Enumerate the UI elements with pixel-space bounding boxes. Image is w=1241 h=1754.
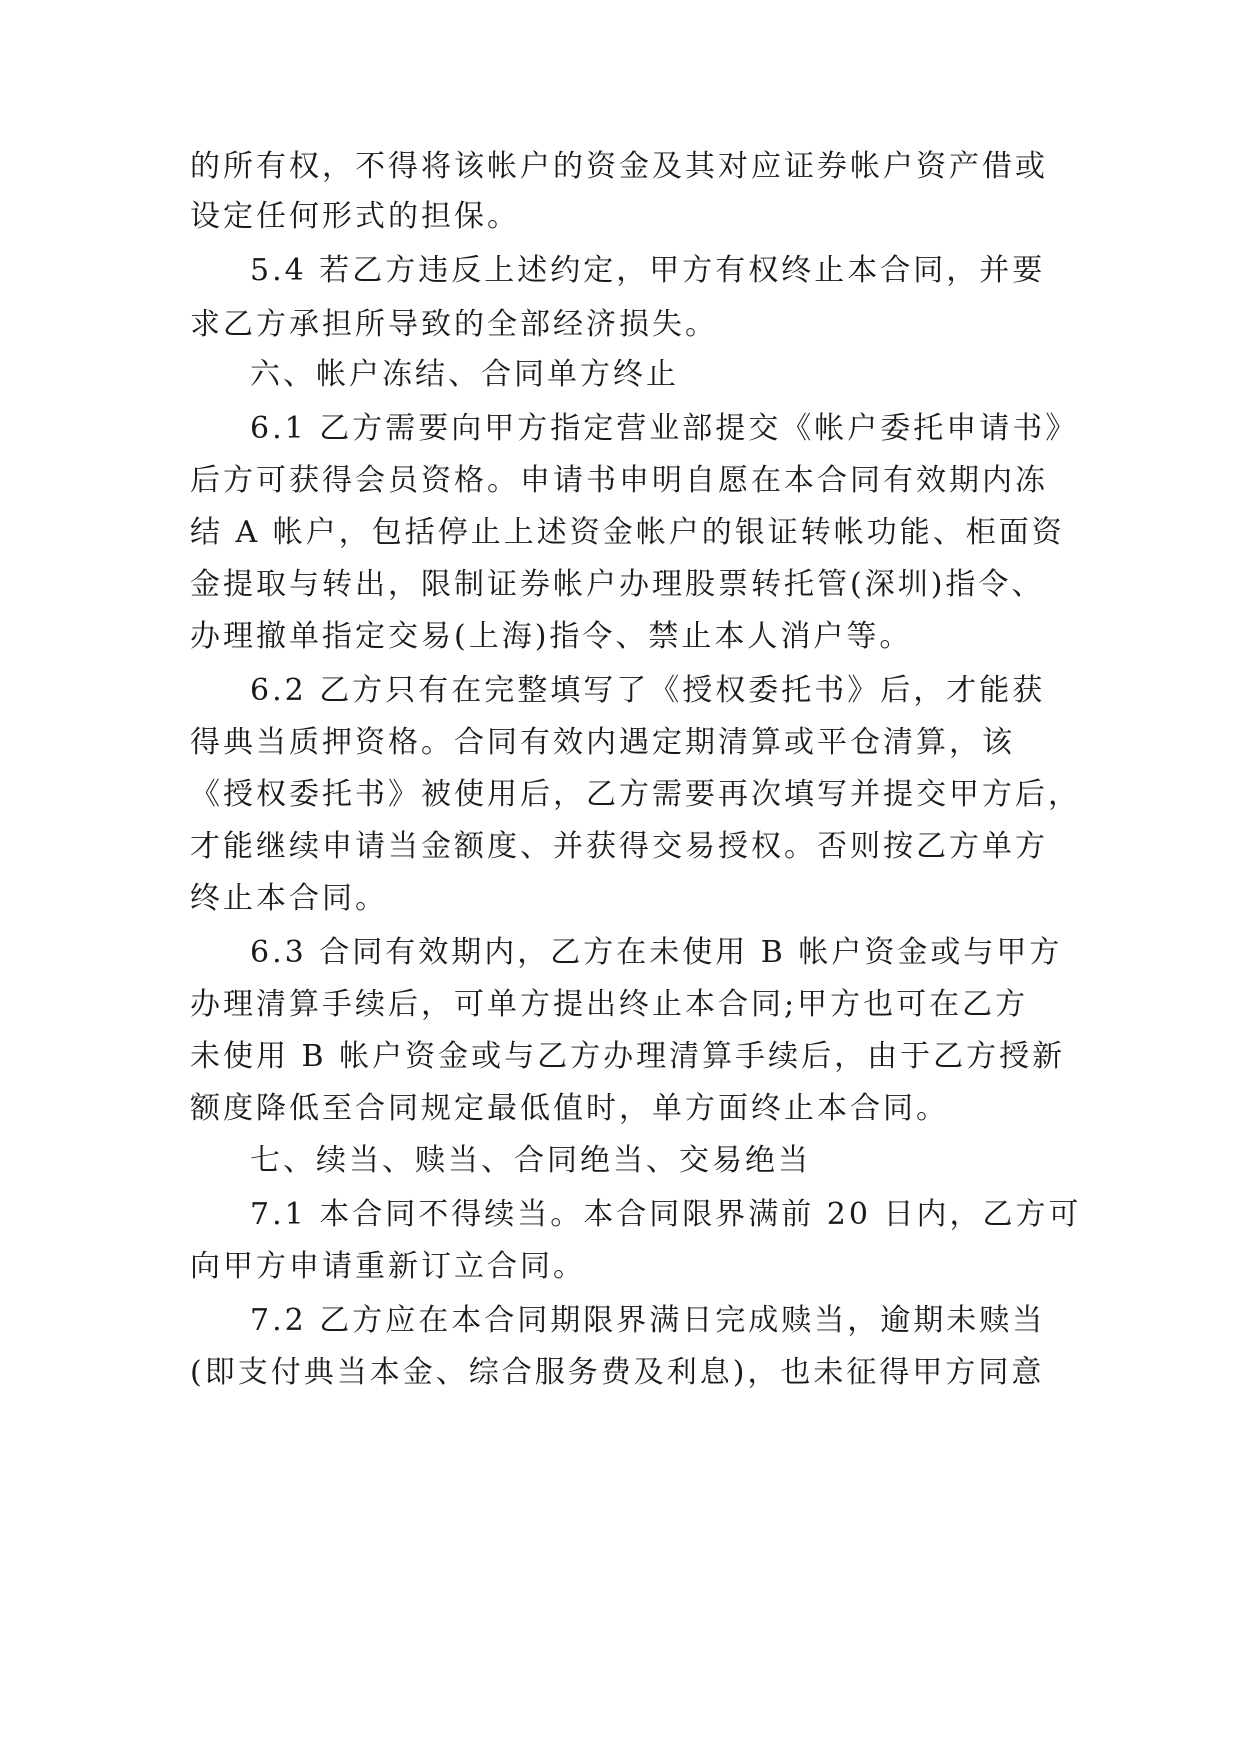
clause-5-4: 5.4 若乙方违反上述约定，甲方有权终止本合同，并要 (250, 253, 1046, 288)
text-line: 办理撤单指定交易(上海)指令、禁止本人消户等。 (190, 619, 913, 654)
text-line: 才能继续申请当金额度、并获得交易授权。否则按乙方单方 (190, 829, 1048, 864)
clause-6-2: 6.2 乙方只有在完整填写了《授权委托书》后，才能获 (250, 673, 1046, 708)
clause-6-3: 6.3 合同有效期内，乙方在未使用 B 帐户资金或与甲方 (250, 935, 1063, 970)
text-line: 终止本合同。 (190, 881, 388, 916)
text-line: 得典当质押资格。合同有效内遇定期清算或平仓清算，该 (190, 725, 1015, 760)
text-line: 额度降低至合同规定最低值时，单方面终止本合同。 (190, 1091, 949, 1126)
section-heading-6: 六、帐户冻结、合同单方终止 (250, 357, 679, 392)
clause-7-1: 7.1 本合同不得续当。本合同限界满前 20 日内，乙方可 (250, 1197, 1082, 1232)
text-line: 求乙方承担所导致的全部经济损失。 (190, 307, 718, 342)
text-line: 办理清算手续后，可单方提出终止本合同;甲方也可在乙方 (190, 987, 1029, 1022)
text-line: 后方可获得会员资格。申请书申明自愿在本合同有效期内冻 (190, 463, 1048, 498)
clause-6-1: 6.1 乙方需要向甲方指定营业部提交《帐户委托申请书》 (250, 411, 1079, 446)
clause-7-2: 7.2 乙方应在本合同期限界满日完成赎当，逾期未赎当 (250, 1303, 1046, 1338)
text-line: (即支付典当本金、综合服务费及利息)，也未征得甲方同意 (190, 1355, 1045, 1390)
text-line: 向甲方申请重新订立合同。 (190, 1249, 586, 1284)
text-line: 金提取与转出，限制证券帐户办理股票转托管(深圳)指令、 (190, 567, 1045, 602)
text-line: 结 A 帐户，包括停止上述资金帐户的银证转帐功能、柜面资 (190, 515, 1065, 550)
section-heading-7: 七、续当、赎当、合同绝当、交易绝当 (250, 1143, 811, 1178)
text-line: 未使用 B 帐户资金或与乙方办理清算手续后，由于乙方授新 (190, 1039, 1066, 1074)
text-line: 的所有权，不得将该帐户的资金及其对应证券帐户资产借或 (190, 149, 1048, 184)
text-line: 《授权委托书》被使用后，乙方需要再次填写并提交甲方后， (190, 777, 1081, 812)
text-line: 设定任何形式的担保。 (190, 199, 520, 234)
